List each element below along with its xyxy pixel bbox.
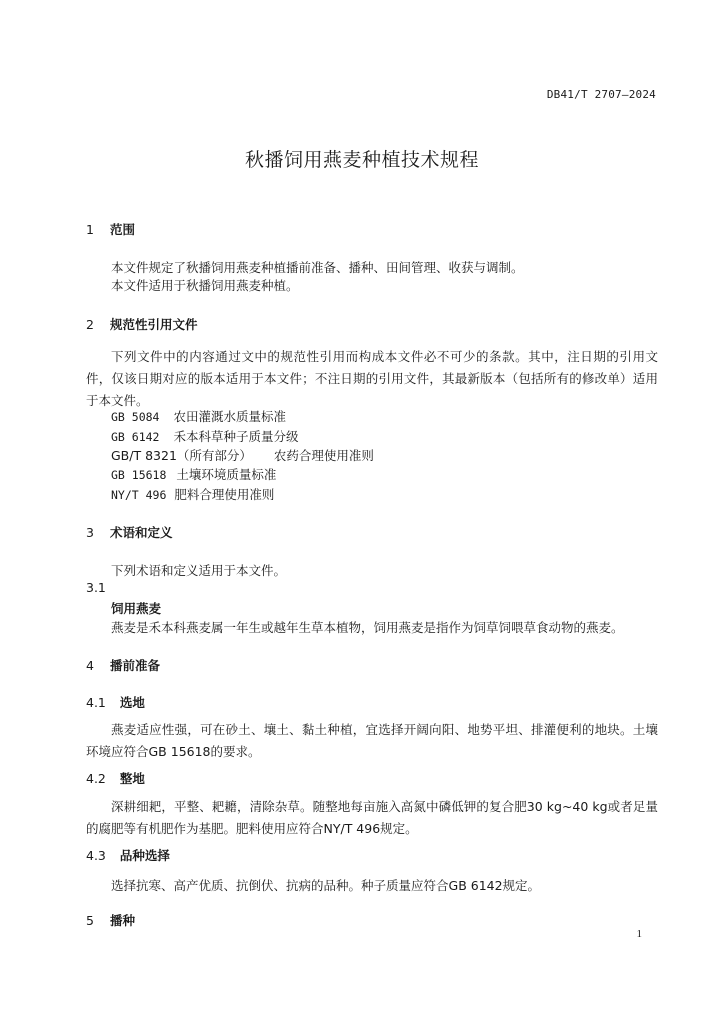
subsection-4-3-heading (86, 846, 170, 864)
section-number: 1 (86, 222, 94, 237)
section-title: 范围 (109, 222, 135, 237)
term-name: 饲用燕麦 (111, 601, 162, 616)
section-4-heading (86, 656, 160, 674)
section-3-heading (86, 523, 172, 541)
section-title: 播前准备 (109, 658, 160, 673)
document-title: 秋播饲用燕麦种植技术规程 (244, 149, 479, 171)
subsection-title: 整地 (119, 771, 145, 786)
site-selection-paragraph: 燕麦适应性强，可在砂土、壤土、黏土种植，宜选择开阔向阳、地势平坦、排灌便利的地块。土壤环境应符合GB 15618的要求。 (86, 722, 658, 759)
section-title: 术语和定义 (109, 525, 173, 540)
reference-code: GB/T 8321（所有部分） (111, 448, 252, 463)
reference-item (111, 407, 286, 425)
reference-name: 农田灌溉水质量标准 (173, 409, 286, 424)
subsection-4-1-heading (86, 693, 145, 711)
term-number: 3.1 (86, 580, 106, 595)
subsection-4-2-heading (86, 769, 145, 787)
section-title: 播种 (109, 913, 135, 928)
reference-name: 土壤环境质量标准 (176, 467, 277, 482)
standard-code: DB41/T 2707—2024 (546, 88, 656, 101)
section-title: 规范性引用文件 (109, 317, 198, 332)
section-number: 5 (86, 913, 94, 928)
scope-paragraph-2: 本文件适用于秋播饲用燕麦种植。 (111, 278, 299, 293)
subsection-title: 品种选择 (119, 848, 170, 863)
section-1-heading (86, 220, 135, 238)
reference-name: 农药合理使用准则 (273, 448, 374, 463)
scope-paragraph-1: 本文件规定了秋播饲用燕麦种植播前准备、播种、田间管理、收获与调制。 (111, 260, 524, 275)
reference-code: GB 5084 (111, 410, 160, 424)
subsection-number: 4.3 (86, 848, 106, 863)
reference-item (111, 465, 276, 483)
normative-references-intro: 下列文件中的内容通过文中的规范性引用而构成本文件必不可少的条款。其中，注日期的引用文件，仅该日期对应的版本适用于本文件；不注日期的引用文件，其最新版本（包括所有的修改单）适用于本文件。 (86, 349, 658, 408)
land-preparation-paragraph: 深耕细耙，平整、耙耱，清除杂草。随整地每亩施入高氮中磷低钾的复合肥30 kg~40 kg或者足量的腐肥等有机肥作为基肥。肥料使用应符合NY/T 496规定。 (86, 799, 658, 836)
term-definition: 燕麦是禾本科燕麦属一年生或越年生草本植物，饲用燕麦是指作为饲草饲喂草食动物的燕麦。 (111, 620, 624, 635)
subsection-number: 4.2 (86, 771, 106, 786)
section-5-heading (86, 911, 135, 929)
section-number: 4 (86, 658, 94, 673)
reference-code: NY/T 496 (111, 488, 167, 502)
reference-code: GB 6142 (111, 430, 160, 444)
subsection-number: 4.1 (86, 695, 106, 710)
reference-name: 肥料合理使用准则 (174, 487, 275, 502)
reference-code: GB 15618 (111, 468, 167, 482)
reference-item (111, 446, 374, 464)
variety-selection-paragraph: 选择抗寒、高产优质、抗倒伏、抗病的品种。种子质量应符合GB 6142规定。 (111, 878, 541, 893)
terms-intro: 下列术语和定义适用于本文件。 (111, 563, 287, 578)
page-number: 1 (636, 928, 642, 940)
section-2-heading (86, 315, 197, 333)
subsection-title: 选地 (119, 695, 145, 710)
reference-item (111, 427, 298, 445)
reference-item (111, 485, 274, 503)
reference-name: 禾本科草种子质量分级 (173, 429, 299, 444)
section-number: 3 (86, 525, 94, 540)
section-number: 2 (86, 317, 94, 332)
